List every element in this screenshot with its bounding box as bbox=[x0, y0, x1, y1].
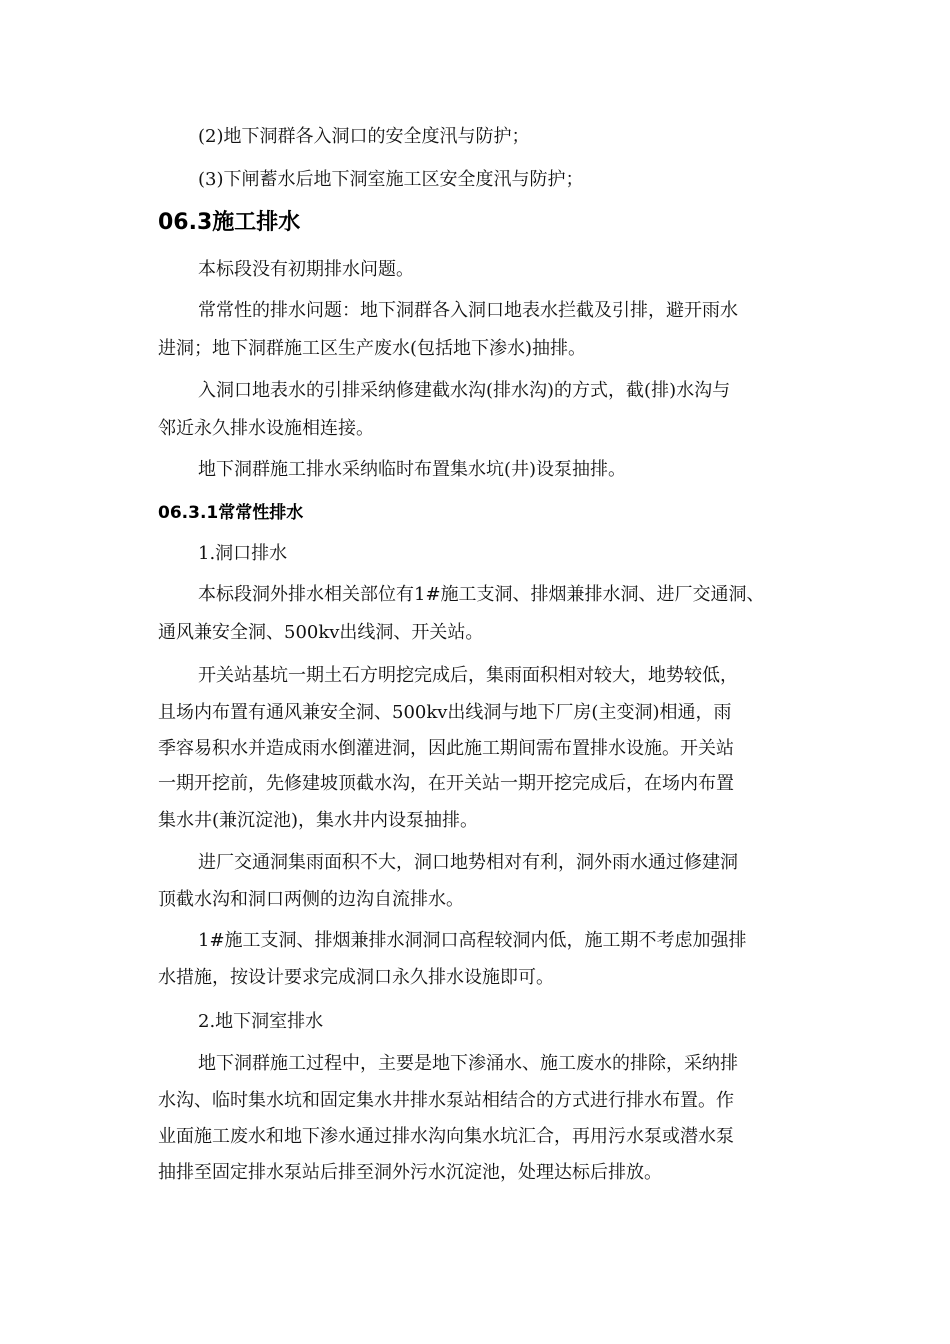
paragraph-line: 常常性的排水问题：地下洞群各入洞口地表水拦截及引排，避开雨水 bbox=[198, 300, 738, 321]
list-item: (3)下闸蓄水后地下洞室施工区安全度汛与防护； bbox=[198, 169, 584, 190]
paragraph-line: 本标段洞外排水相关部位有1#施工支洞、排烟兼排水洞、进厂交通洞、 bbox=[198, 584, 765, 605]
subsection-heading: 06.3.1常常性排水 bbox=[158, 503, 304, 523]
paragraph-line: 邻近永久排水设施相连接。 bbox=[158, 418, 374, 439]
paragraph-line: 1#施工支洞、排烟兼排水洞洞口高程较洞内低，施工期不考虑加强排 bbox=[198, 930, 747, 951]
list-item-title: 2.地下洞室排水 bbox=[198, 1011, 324, 1032]
paragraph-line: 抽排至固定排水泵站后排至洞外污水沉淀池，处理达标后排放。 bbox=[158, 1162, 662, 1183]
paragraph-line: 顶截水沟和洞口两侧的边沟自流排水。 bbox=[158, 889, 464, 910]
paragraph-line: 进厂交通洞集雨面积不大，洞口地势相对有利，洞外雨水通过修建洞 bbox=[198, 852, 738, 873]
paragraph-line: 开关站基坑一期土石方明挖完成后，集雨面积相对较大，地势较低， bbox=[198, 665, 738, 686]
paragraph-line: 通风兼安全洞、500kv出线洞、开关站。 bbox=[158, 622, 484, 643]
paragraph-line: 本标段没有初期排水问题。 bbox=[198, 259, 414, 280]
paragraph-line: 水沟、临时集水坑和固定集水井排水泵站相结合的方式进行排水布置。作 bbox=[158, 1090, 734, 1111]
paragraph-line: 集水井(兼沉淀池)，集水井内设泵抽排。 bbox=[158, 810, 479, 831]
list-item: (2)地下洞群各入洞口的安全度汛与防护； bbox=[198, 126, 530, 147]
paragraph-line: 地下洞群施工过程中，主要是地下渗涌水、施工废水的排除，采纳排 bbox=[198, 1053, 738, 1074]
paragraph-line: 一期开挖前，先修建坡顶截水沟，在开关站一期开挖完成后，在场内布置 bbox=[158, 773, 734, 794]
paragraph-line: 地下洞群施工排水采纳临时布置集水坑(井)设泵抽排。 bbox=[198, 459, 627, 480]
list-item-title: 1.洞口排水 bbox=[198, 543, 288, 564]
paragraph-line: 且场内布置有通风兼安全洞、500kv出线洞与地下厂房(主变洞)相通，雨 bbox=[158, 702, 732, 723]
paragraph-line: 水措施，按设计要求完成洞口永久排水设施即可。 bbox=[158, 967, 554, 988]
section-heading: 06.3施工排水 bbox=[158, 210, 301, 235]
paragraph-line: 业面施工废水和地下渗水通过排水沟向集水坑汇合，再用污水泵或潜水泵 bbox=[158, 1126, 734, 1147]
paragraph-line: 季容易积水并造成雨水倒灌进洞，因此施工期间需布置排水设施。开关站 bbox=[158, 738, 734, 759]
paragraph-line: 进洞；地下洞群施工区生产废水(包括地下渗水)抽排。 bbox=[158, 338, 587, 359]
paragraph-line: 入洞口地表水的引排采纳修建截水沟(排水沟)的方式，截(排)水沟与 bbox=[198, 380, 731, 401]
